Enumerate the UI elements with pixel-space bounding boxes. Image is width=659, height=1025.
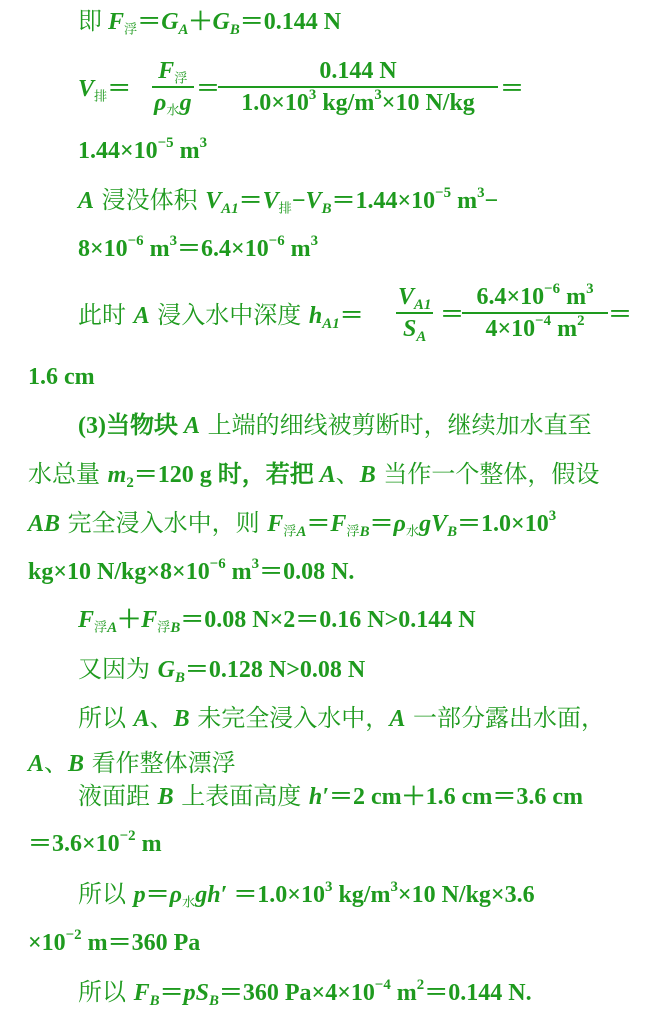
equation-line-12: $F_{浮A}+F_{浮B}=0.08$ N×2＝0.16 N>0.144 N bbox=[78, 607, 476, 637]
fraction-denominator: $S_A$ bbox=[396, 312, 433, 344]
equation-line-13: 又因为 $G_B=0.128$ N>0.08 N bbox=[78, 655, 366, 687]
equation-line-5: $8\times 10^{-6}$ $m^3=6.4\times 10^{-6}$ $m^3$ bbox=[78, 232, 319, 262]
paragraph-line-8: (3)当物块 A 上端的细线被剪断时，继续加水直至 bbox=[78, 411, 592, 439]
equation-line-4: A 浸没体积 $V_{A1}=V_排-V_B=1.44\times 10^{-5}$ $m^3-$ bbox=[78, 184, 499, 218]
fraction-numerator: $F_浮$ bbox=[158, 58, 188, 87]
fraction-numerator: $V_{A1}$ bbox=[398, 284, 432, 314]
paragraph-line-15: A、B 看作整体漂浮 bbox=[28, 749, 236, 777]
paragraph-line-10: AB 完全浸入水中，则 $F_{浮A}=F_{浮B}=\rho_水gV_B=1.0\times 10^3$ bbox=[28, 507, 557, 541]
equation-line-17: $=3.6\times 10^{-2}$ m bbox=[28, 827, 162, 857]
fraction-denominator: $4\times 10^{-4}$ $m^2$ bbox=[462, 312, 608, 344]
equation-line-18: 所以 $p=\rho_水gh' =1.0\times 10^3$ $kg/m^3\times 10$ N/kg×3.6 bbox=[78, 878, 535, 911]
fraction-buoyancy-over-rho-g bbox=[152, 56, 194, 118]
equation-line-19: $\times 10^{-2}$ m＝360 Pa bbox=[28, 926, 201, 956]
equals-sign: ＝ bbox=[608, 302, 632, 328]
paragraph-line-11: kg×10 $N/kg\times 8\times 10^{-6}$ $m^3=0.08$ N. bbox=[28, 555, 355, 585]
equation-line-16: 液面距 B 上表面高度 h′＝2 cm＋1.6 cm＝3.6 cm bbox=[78, 782, 583, 810]
equation-line-20: 所以 $F_B=pS_B=360$ $Pa\times 4\times 10^{-4}$ $m^2=0.144$ N. bbox=[78, 976, 532, 1010]
fraction-numerator: $6.4\times 10^{-6}$ $m^3$ bbox=[476, 280, 594, 310]
fraction-volume-over-area bbox=[396, 282, 433, 344]
equation-line-7: 1.6 cm bbox=[28, 364, 95, 390]
fraction-value: $\frac{0.144 N}{1.0\times 10^3 kg/m^3\times 10 N/kg}$ bbox=[218, 56, 498, 118]
fraction-denominator: $\rho_水g$ bbox=[152, 86, 194, 118]
equals-sign: ＝ bbox=[500, 76, 524, 102]
paragraph-line-9: 水总量 $m_2=120$ g 时，若把 A、B 当作一个整体，假设 bbox=[28, 460, 600, 492]
equation-line-2-lhs: $V_排=$ bbox=[78, 76, 132, 105]
equals-sign: ＝ bbox=[440, 302, 464, 328]
paragraph-line-14: 所以 A、B 未完全浸入水中，A 一部分露出水面， bbox=[78, 704, 605, 732]
equation-line-3: $1.44\times 10^{-5}$ $m^3$ bbox=[78, 134, 208, 164]
equals-sign: ＝ bbox=[196, 76, 220, 102]
equation-line-1: 即 $F_浮=G_A+G_B=0.144$ N bbox=[78, 7, 342, 39]
equation-line-6-lhs: 此时 A 浸入水中深度 $h_{A1}=$ bbox=[78, 301, 364, 333]
fraction-denominator: $1.0\times 10^3$ $kg/m^3\times 10$ N/kg bbox=[218, 86, 498, 118]
fraction-value bbox=[462, 282, 608, 344]
